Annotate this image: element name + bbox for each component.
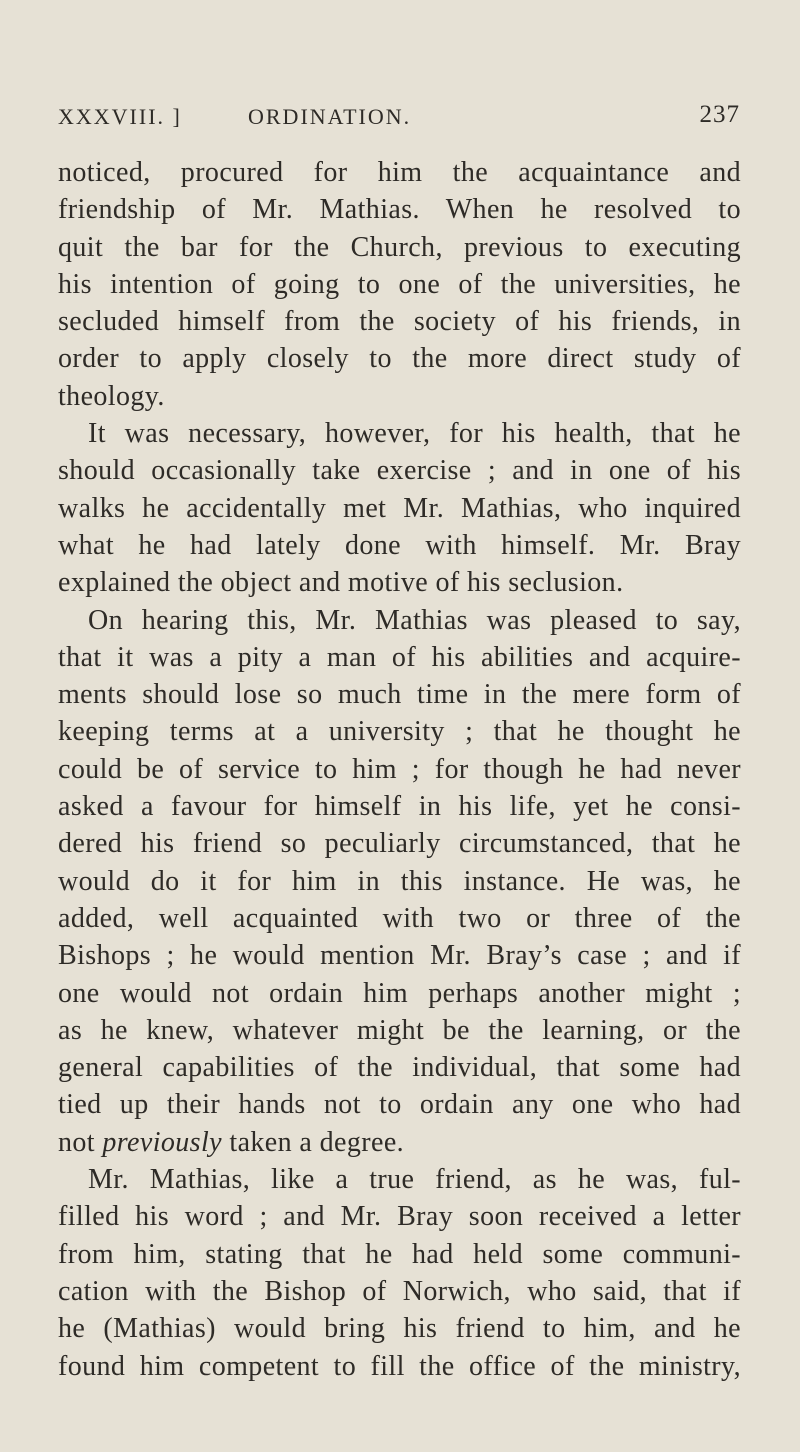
text-line: would do it for him in this instance. He was, he [58,865,741,897]
text-line: ments should lose so much time in the mere form of [58,679,741,711]
text-line: friendship of Mr. Mathias. When he resolved to [58,194,741,226]
text-line: from him, stating that he had held some communi- [58,1238,741,1270]
text-line: asked a favour for himself in his life, yet he consi- [58,791,741,823]
text-line: Bishops ; he would mention Mr. Bray’s case ; and if [58,940,741,972]
text-line: added, well acquainted with two or three of the [58,902,741,934]
text-line: quit the bar for the Church, previous to executing [58,231,741,263]
text-line: Mr. Mathias, like a true friend, as he was, ful- [88,1164,741,1196]
chapter-marker: XXXVIII. ] [58,104,182,129]
text-line: noticed, procured for him the acquaintance and [58,157,741,188]
text-line: should occasionally take exercise ; and in one of his [58,455,741,487]
text-line: tied up their hands not to ordain any one who had [58,1089,741,1121]
text-line: filled his word ; and Mr. Bray soon received a letter [58,1201,741,1233]
page-number: 237 [699,101,740,128]
text-line: secluded himself from the society of his friends, in [58,306,741,338]
text-line: what he had lately done with himself. Mr. Bray [58,529,741,561]
text-line: cation with the Bishop of Norwich, who said, that if [58,1275,741,1307]
text-line: found him competent to fill the office of the ministry, [58,1350,741,1382]
text-line: one would not ordain him perhaps another might ; [58,977,741,1009]
text-line: walks he accidentally met Mr. Mathias, who inquired [58,492,741,524]
body-text [58,154,741,1385]
text-line: could be of service to him ; for though he had never [58,753,741,785]
text-line: as he knew, whatever might be the learning, or the [58,1014,741,1046]
text-line: general capabilities of the individual, that some had [58,1052,741,1084]
text-line: order to apply closely to the more direct study of [58,343,741,375]
text-line: dered his friend so peculiarly circumstanced, that he [58,828,741,860]
text-line: On hearing this, Mr. Mathias was pleased to say, [88,604,741,636]
text-line: his intention of going to one of the universities, he [58,268,741,300]
text-line: not previously taken a degree. [58,1126,405,1158]
running-head [58,101,740,138]
text-line: It was necessary, however, for his health, that he [88,418,741,450]
text-line: explained the object and motive of his seclusion. [58,567,624,599]
text-line: he (Mathias) would bring his friend to him, and he [58,1313,741,1345]
text-line: theology. [58,380,165,412]
text-line: that it was a pity a man of his abilities and acquire- [58,641,741,673]
text-line: keeping terms at a university ; that he thought he [58,716,741,748]
running-title: ORDINATION. [248,104,412,129]
